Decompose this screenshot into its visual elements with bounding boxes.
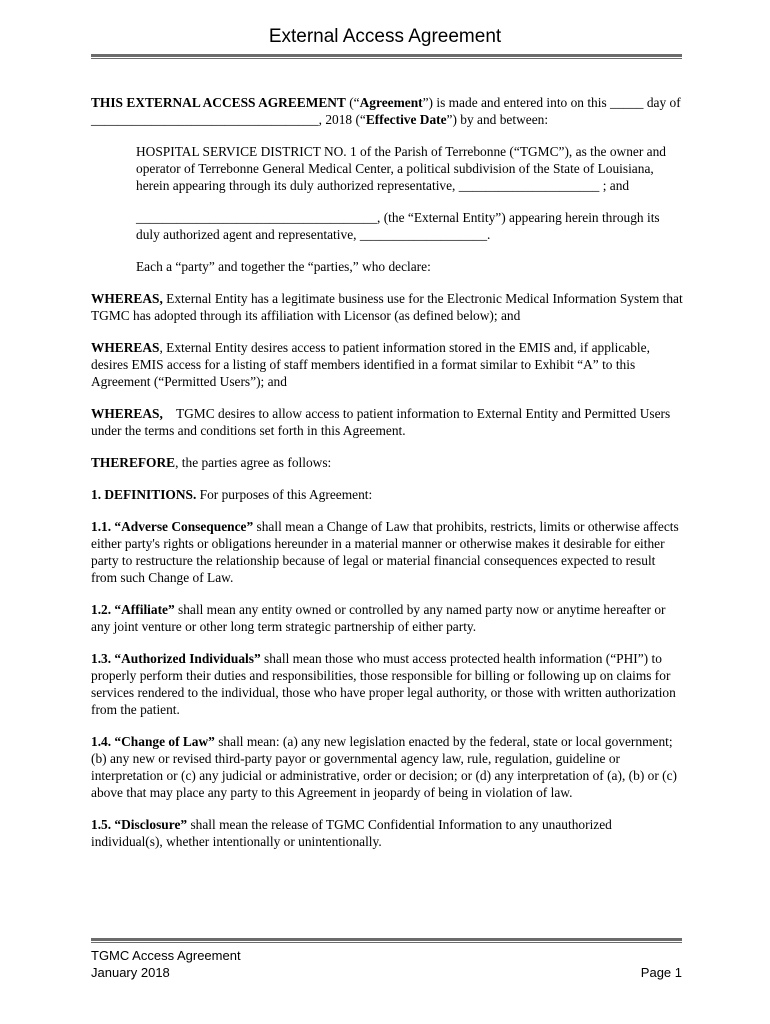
definition-authorized-individuals: 1.3. “Authorized Individuals” shall mean those who must access protected health information (“PHI”) to properly perform their duties and responsibilities, those responsible for billing or following up on claims for services rendered to the individual, those who have proper legal authority, or those with written authorization from the patient. (91, 651, 676, 717)
definition-disclosure: 1.5. “Disclosure” shall mean the release of TGMC Confidential Information to any unauthorized individual(s), whether intentionally or unintentionally. (91, 817, 612, 849)
definition-adverse-consequence: 1.1. “Adverse Consequence” shall mean a Change of Law that prohibits, restricts, limits or otherwise affects either party's rights or obligations hereunder in a material manner or otherwise makes it desirable for either party to restructure the relationship because of legal or material financial consequences expected to result from such Change of Law. (91, 519, 679, 585)
therefore-paragraph: THEREFORE, the parties agree as follows: (91, 455, 332, 470)
document-body (91, 94, 683, 865)
header-rule (91, 54, 682, 59)
definition-change-of-law: 1.4. “Change of Law” shall mean: (a) any new legislation enacted by the federal, state or local government; (b) any new or revised third-party payor or governmental agency law, rule, regulation, guideline or interpretation or (c) any judicial or administrative, order or decision; or (d) any interpretation of (a), (b) or (c) above that may place any party to this Agreement in jeopardy of being in violation of law. (91, 734, 677, 800)
intro-paragraph: THIS EXTERNAL ACCESS AGREEMENT (“Agreement”) is made and entered into on this _____ day of __________________________________, 2018 (“Effective Date”) by and between: (91, 95, 681, 127)
footer-page-number: Page 1 (640, 965, 682, 980)
definitions-heading: 1. DEFINITIONS. For purposes of this Agreement: (91, 487, 373, 502)
footer-date: January 2018 (91, 965, 170, 980)
footer-rule (91, 938, 682, 943)
whereas-1: WHEREAS, External Entity has a legitimate business use for the Electronic Medical Information System that TGMC has adopted through its affiliation with Licensor (as defined below); and (91, 291, 683, 323)
page-title: External Access Agreement (268, 26, 502, 47)
whereas-3: WHEREAS, TGMC desires to allow access to patient information to External Entity and Permitted Users under the terms and conditions set forth in this Agreement. (91, 406, 674, 438)
party-tgmc-paragraph: HOSPITAL SERVICE DISTRICT NO. 1 of the Parish of Terrebonne (“TGMC”), as the owner and operator of Terrebonne General Medical Center, a political subdivision of the State of Louisiana, herein appearing through its duly authorized representative, _____________________ ; and (136, 144, 666, 193)
declare-paragraph: Each a “party” and together the “parties,” who declare: (136, 259, 431, 274)
definition-affiliate: 1.2. “Affiliate” shall mean any entity owned or controlled by any named party now or anytime hereafter or any joint venture or other long term strategic partnership of either party. (91, 602, 666, 634)
party-external-entity-paragraph: ____________________________________, (the “External Entity”) appearing herein through its duly authorized agent and representative, ___________________. (136, 210, 660, 242)
whereas-2: WHEREAS, External Entity desires access to patient information stored in the EMIS and, if applicable, desires EMIS access for a listing of staff members identified in a format similar to Exhibit “A” to this Agreement (“Permitted Users”); and (91, 340, 650, 389)
page-footer (91, 947, 682, 981)
footer-doc-name: TGMC Access Agreement (91, 948, 241, 963)
